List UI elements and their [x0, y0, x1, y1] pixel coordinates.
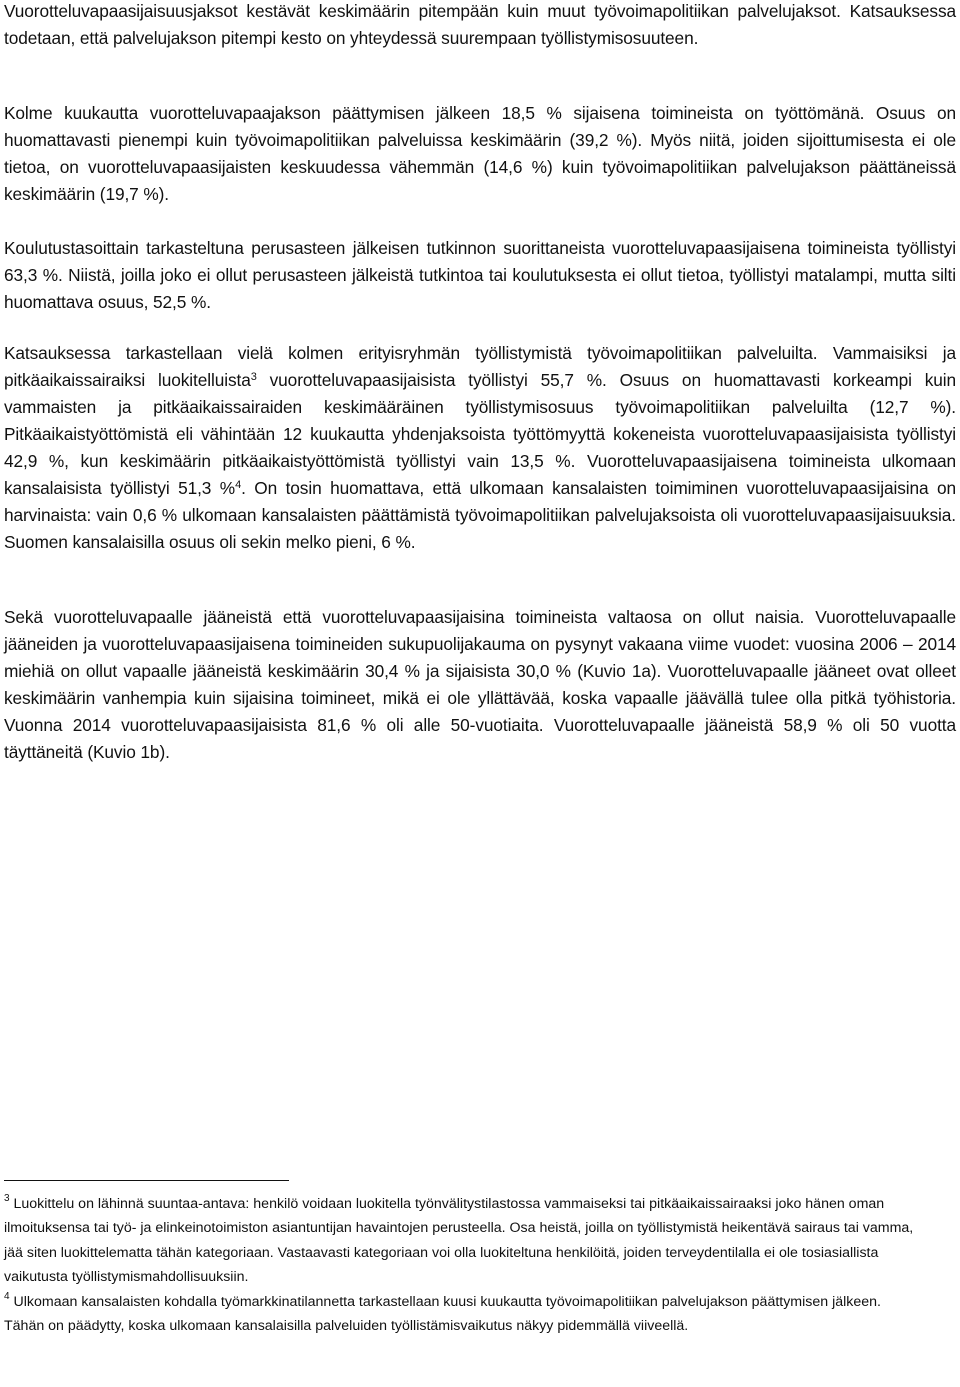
paragraph-unemployment-after: Kolme kuukautta vuorotteluvapaajakson päättymisen jälkeen 18,5 % sijaisena toimineista on työttömänä. Osuus on huomattavasti pienempi kuin työvoimapolitiikan palveluissa keskimäärin (39,2 %). Myös niitä, joiden sijoittumisesta ei ole tietoa, on vuorotteluvapaasijaisten keskuudessa vähemmän (14,6 %) kuin työvoimapolitiikan palvelujakson päättäneissä keskimäärin (19,7 %). [4, 103, 956, 204]
footnote-3 [4, 1192, 920, 1290]
special-groups-text-b: vuorotteluvapaasijaisista työllistyi 55,7 %. Osuus on huomattavasti korkeampi kuin vammaisten ja pitkäaikaissairaiden keskimääräinen työllistymisosuus työvoimapolitiikan palveluilta (12,7 %). Pitkäaikaistyöttömistä eli vähintään 12 kuukautta yhdenjaksoista työttömyyttä kokeneista vuorotteluvapaasijaisista työllistyi 42,9 %, kun keskimäärin pitkäaikaistyöttömistä työllistyi vain 13,5 %. Vuorotteluvapaasijaisena toimineista ulkomaan kansalaisista työllistyi 51,3 % [4, 370, 956, 498]
footnote-marker-4: 4 [4, 1290, 10, 1302]
footnote-4 [4, 1290, 920, 1339]
footnote-separator [4, 1180, 289, 1181]
paragraph-education-level: Koulutustasoittain tarkasteltuna perusasteen jälkeisen tutkinnon suorittaneista vuorotteluvapaasijaisena toimineista työllistyi 63,3 %. Niistä, joilla joko ei ollut perusasteen jälkeistä tutkintoa tai koulutuksesta ei ollut tietoa, työllistyi matalampi, mutta silti huomattava osuus, 52,5 %. [4, 238, 956, 312]
paragraph-gender-age: Sekä vuorotteluvapaalle jääneistä että vuorotteluvapaasijaisina toimineista valtaosa on ollut naisia. Vuorotteluvapaalle jääneiden ja vuorotteluvapaasijaisena toimineiden sukupuolijakauma on pysynyt vakaana viime vuodet: vuosina 2006 – 2014 miehiä on ollut vapaalle jääneistä keskimäärin 30,4 % ja sijaisista 30,0 % (Kuvio 1a). Vuorotteluvapaalle jääneet ovat olleet keskimäärin vanhempia kuin sijaisina toimineet, mikä ei ole yllättävää, koska vapaalle jäävällä tulee olla pitkä työhistoria. Vuonna 2014 vuorotteluvapaasijaisista 81,6 % oli alle 50-vuotiaita. Vuorotteluvapaalle jääneistä 58,9 % oli 50 vuotta täyttäneitä (Kuvio 1b). [4, 607, 956, 762]
paragraph-substitute-periods: Vuorotteluvapaasijaisuusjaksot kestävät keskimäärin pitempään kuin muut työvoimapolitiikan palvelujaksot. Katsauksessa todetaan, että palvelujakson pitempi kesto on yhteydessä suurempaan työllistymisosuuteen. [4, 1, 956, 48]
special-groups-text-c: . On tosin huomattava, että ulkomaan kansalaisten toimiminen vuorotteluvapaasijaisina on harvinaista: vain 0,6 % ulkomaan kansalaisten päättämistä työvoimapolitiikan palvelujaksoista oli vuorotteluvapaasijaisuuksia. Suomen kansalaisilla osuus oli sekin melko pieni, 6 %. [4, 478, 956, 552]
footnote-4-text: Ulkomaan kansalaisten kohdalla työmarkkinatilannetta tarkastellaan kuusi kuukautta työvoimapolitiikan palvelujakson päättymisen jälkeen. Tähän on päädytty, koska ulkomaan kansalaisilla palveluiden työllistämisvaikutus näkyy pidemmällä viiveellä. [4, 1293, 881, 1335]
special-groups-text-a: Katsauksessa tarkastellaan vielä kolmen erityisryhmän työllistymistä työvoimapolitiikan palveluilta. Vammaisiksi ja pitkäaikaissairaiksi luokitelluista [4, 343, 956, 390]
footnote-marker-3: 3 [4, 1193, 10, 1204]
footnote-ref-3[interactable]: 3 [250, 371, 257, 383]
footnotes [4, 1192, 920, 1338]
paragraph-special-groups [4, 340, 956, 556]
footnote-3-text: Luokittelu on lähinnä suuntaa-antava: henkilö voidaan luokitella työnvälitystilastossa vammaiseksi tai pitkäaikaissairaaksi joko hänen oman ilmoituksensa tai työ- ja elinkeinotoimiston asiantuntijan havaintojen perusteella. Osa heistä, joilla on työllistymistä heikentävä sairaus tai vamma, jää siten luokittelematta tähän kategoriaan. Vastaavasti kategoriaan voi olla luokiteltuna henkilöitä, joiden terveydentilalla ei ole tosiasiallista vaikutusta työllistymismahdollisuuksiin. [4, 1196, 914, 1286]
footnote-ref-4[interactable]: 4 [235, 479, 242, 491]
